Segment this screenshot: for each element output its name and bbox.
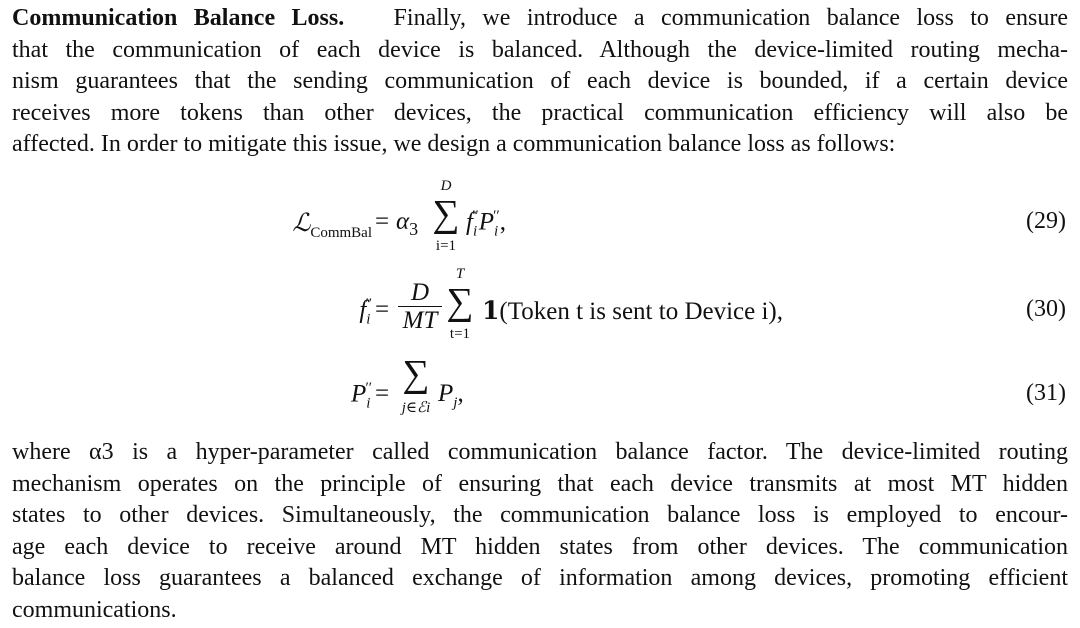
intro-line: nism guarantees that the sending communication of each device is bounded, if a certain device — [12, 68, 1068, 94]
equation-number: (30) — [1026, 296, 1066, 322]
sum-operator — [444, 268, 476, 352]
intro-line: affected. In order to mitigate this issue, we design a communication balance loss as follows: — [12, 131, 896, 157]
sum-operator — [400, 340, 432, 424]
sum-lower-limit: t=1 — [449, 326, 471, 342]
fraction-denominator: MT — [402, 307, 438, 334]
sigma-symbol: ∑ — [446, 281, 474, 323]
equation-29 — [0, 180, 1080, 264]
equals-sign: = — [375, 296, 390, 323]
section-heading: Communication Balance Loss. — [12, 5, 345, 31]
closing-line: age each device to receive around MT hidden states from other devices. The communication — [12, 533, 1068, 560]
sum-lower-limit: j∈ℰi — [401, 400, 431, 416]
sum-upper-limit: D — [440, 178, 452, 194]
intro-line: receives more tokens than other devices, the practical communication efficiency will also be — [12, 99, 1068, 126]
sum-operator — [430, 180, 462, 264]
indicator-symbol: 1 — [482, 296, 500, 325]
indicator-term: 1(Token t is sent to Device i), — [482, 296, 783, 325]
eq29-summand: $f_i''P_i''$, — [466, 208, 506, 240]
intro-line: that the communication of each device is balanced. Although the device-limited routing mecha- — [12, 36, 1068, 63]
alpha-3: $\alpha_3$ — [396, 208, 419, 239]
closing-line: communications. — [12, 596, 177, 623]
closing-paragraph — [12, 437, 1068, 626]
equation-number: (31) — [1026, 380, 1066, 406]
eq31-summand: $P_j$, — [438, 380, 464, 411]
closing-line: mechanism operates on the principle of ensuring that each device transmits at most MT hidden — [12, 470, 1068, 497]
closing-line: where α3 is a hyper-parameter called communication balance factor. The device-limited routing — [12, 439, 1068, 465]
sum-lower-limit: i=1 — [435, 238, 457, 254]
sigma-symbol: ∑ — [402, 353, 430, 395]
equation-31 — [0, 352, 1080, 436]
equals-sign: = — [375, 208, 390, 235]
equation-30 — [0, 268, 1080, 352]
eq30-lhs: $f_i''$ — [359, 296, 372, 328]
fraction-numerator: D — [398, 280, 442, 307]
closing-line: balance loss guarantees a balanced exchange of information among devices, promoting efficient — [12, 565, 1068, 591]
sigma-symbol: ∑ — [432, 193, 460, 235]
fraction-d-over-mt — [398, 280, 442, 335]
equals-sign: = — [375, 380, 390, 407]
eq31-lhs: $P_i''$ — [350, 380, 372, 412]
intro-line: Communication Balance Loss. Finally, we introduce a communication balance loss to ensure — [12, 5, 1068, 31]
equation-number: (29) — [1026, 208, 1066, 234]
eq29-lhs: ℒ$_{CommBal}$ — [292, 208, 372, 241]
intro-paragraph — [12, 3, 1068, 161]
sum-upper-limit: T — [455, 266, 465, 282]
closing-line: states to other devices. Simultaneously, the communication balance loss is employed to encour- — [12, 502, 1068, 528]
